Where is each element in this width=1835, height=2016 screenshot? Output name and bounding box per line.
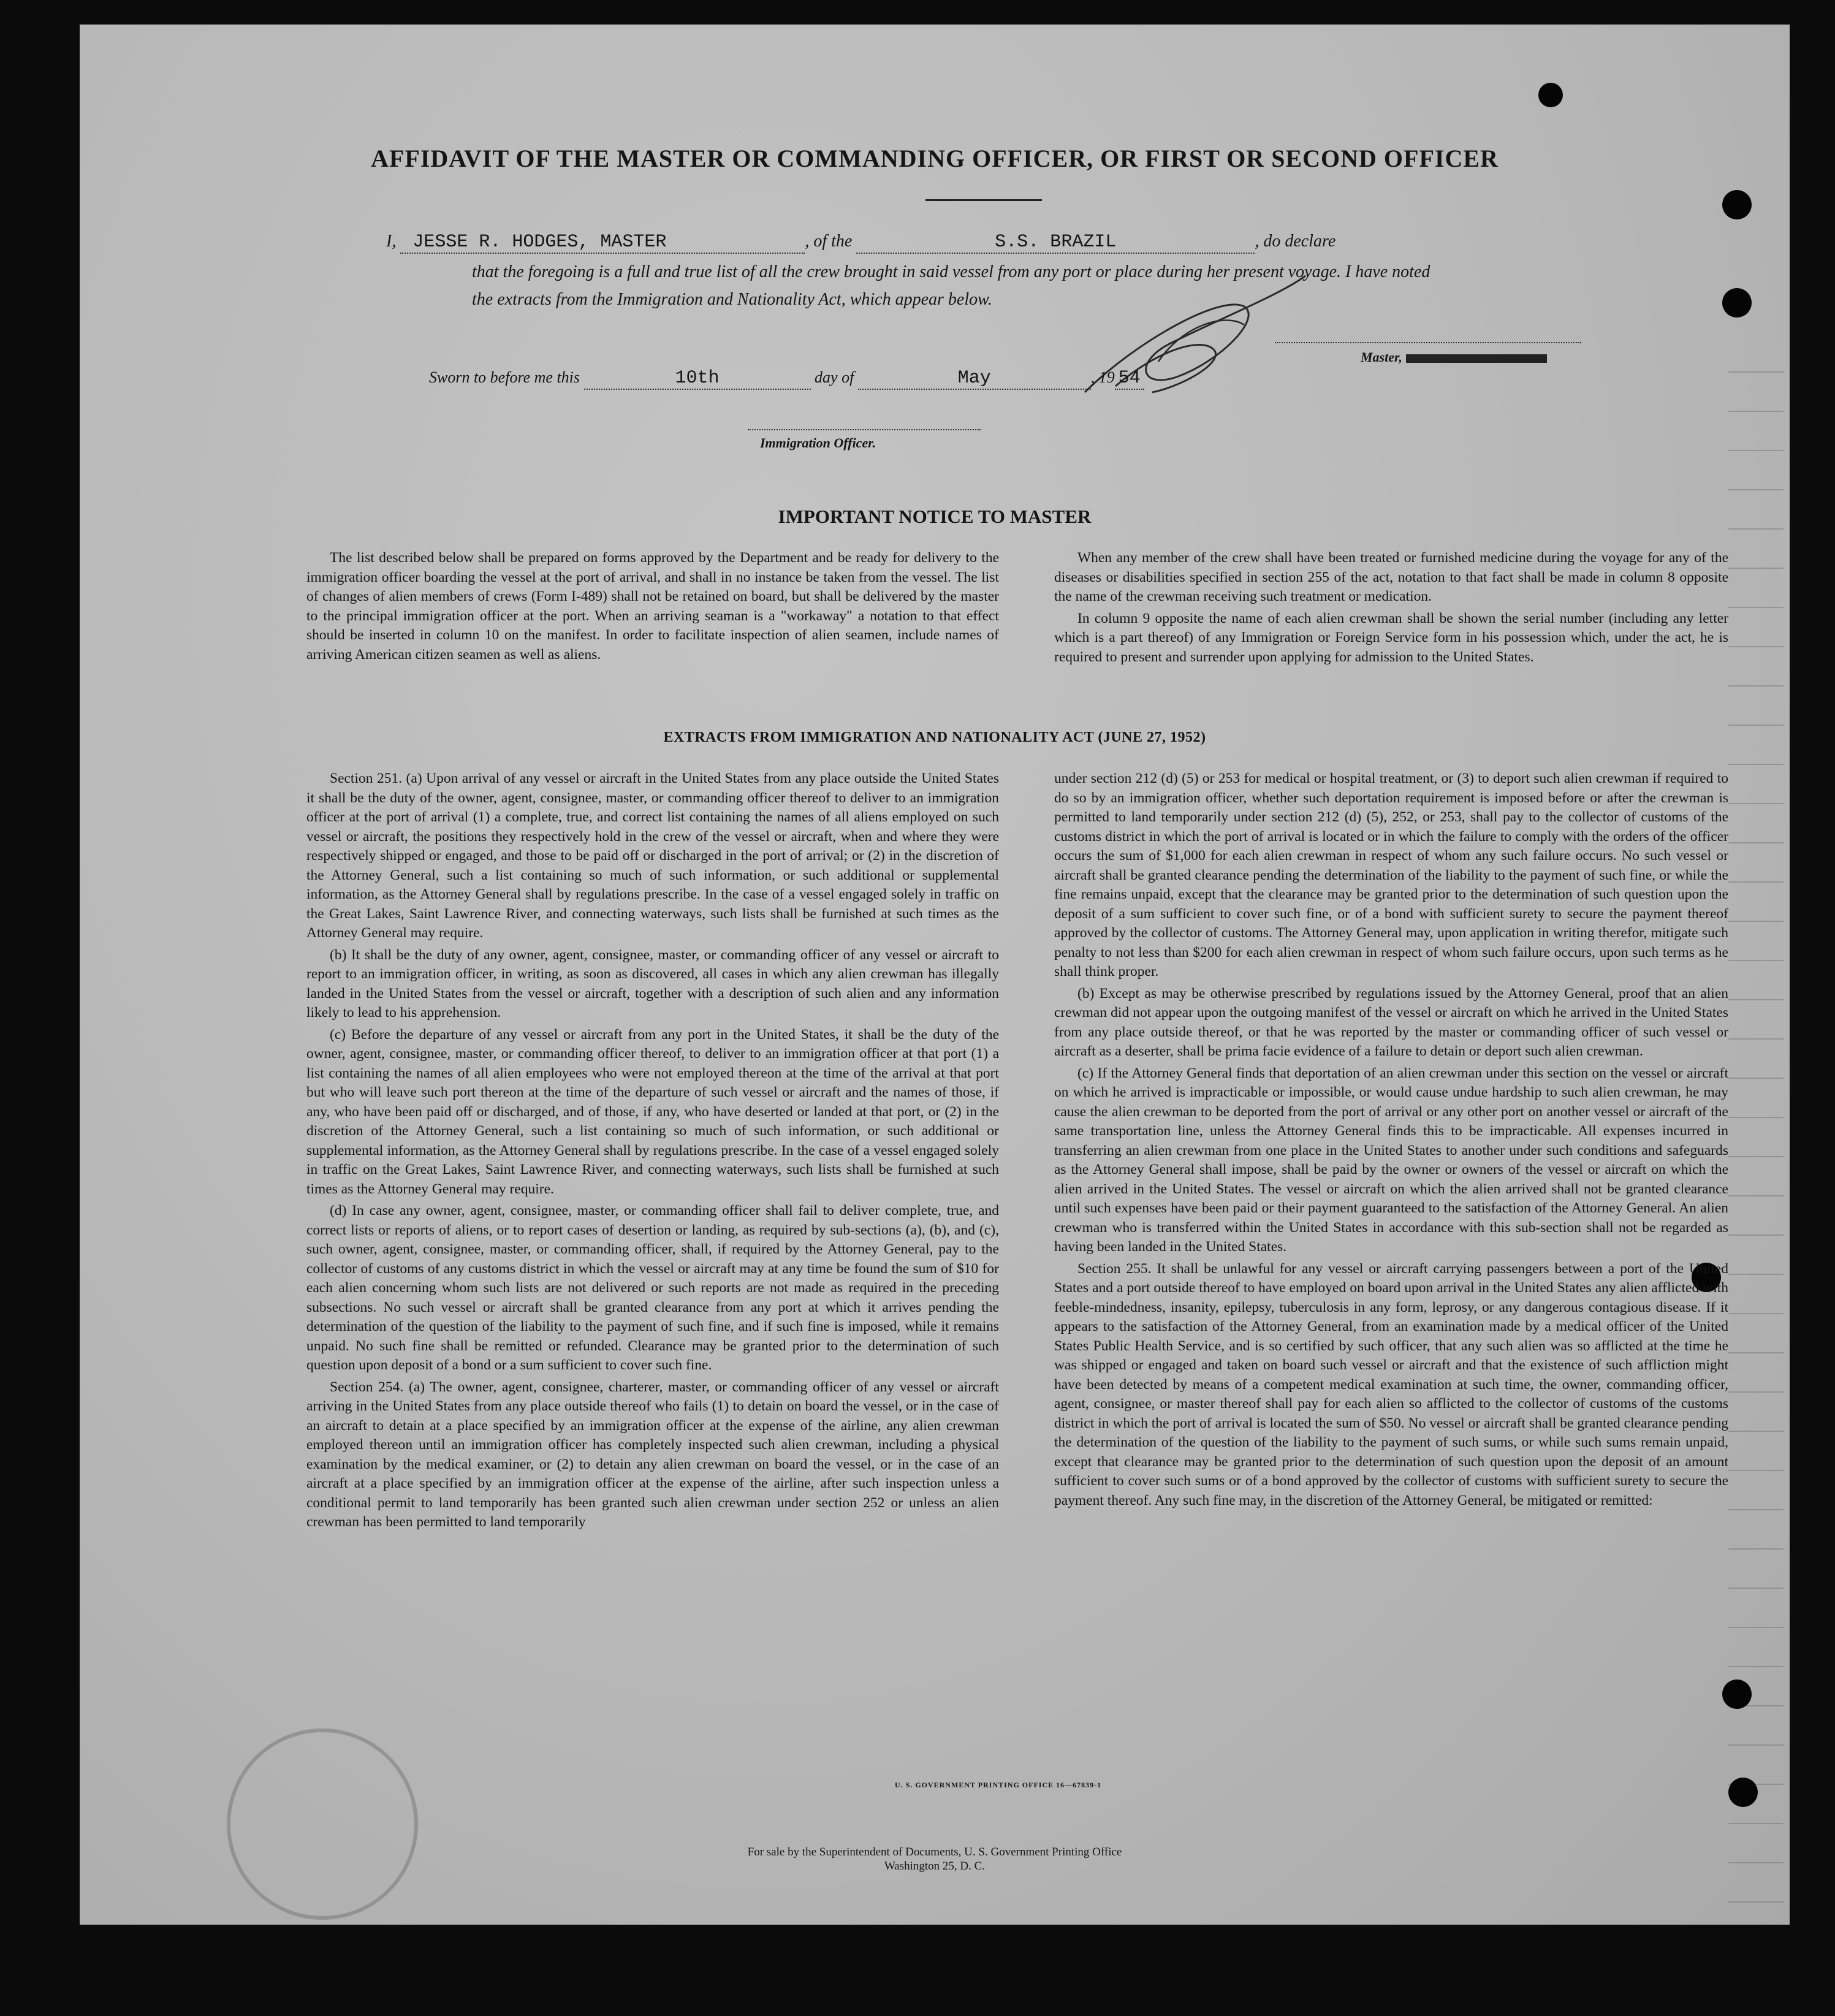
notice-paragraph: The list described below shall be prepared on forms approved by the Department and be ready for delivery to the immigration officer boarding the vessel at the port of arrival, and shall in no instance be taken from the vessel. The list of changes of alien members of crews (Form I-489) shall not be retained on board, but shall be delivered by the master to the principal immigration officer at the port. When an arriving seaman is a "workaway" a notation to that effect should be inserted in column 10 on the manifest. In order to facilitate inspection of alien seamen, include names of arriving American citizen seamen as well as aliens. — [306, 550, 999, 663]
extract-paragraph: (b) Except as may be otherwise prescribed by regulations issued by the Attorney General, proof that an alien crewman did not appear upon the outgoing manifest of the vessel or aircraft on which he arrived in the United States from any place outside thereof, or that he was reported by the master or commanding officer of such vessel or aircraft as a deserter, shall be prima facie evidence of a failure to detain or deport such alien crewman. — [1054, 985, 1728, 1059]
extract-paragraph: Section 251. (a) Upon arrival of any vessel or aircraft in the United States from any place outside the United States it shall be the duty of the owner, agent, consignee, master, or commanding officer thereof to deliver to an immigration officer at the port of arrival (1) a complete, true, and correct list containing the names of all aliens employed on such vessel or aircraft, the positions they respectively hold in the crew of the vessel or aircraft, when and where they were respectively shipped or engaged, and those to be paid off or discharged in the port of arrival; or (2) in the discretion of the Attorney General, such a list containing so much of such information, or such additional or supplemental information, as the Attorney General shall by regulations prescribe. In the case of a vessel engaged solely in traffic on the Great Lakes, Saint Lawrence River, and connecting waterways, such lists shall be furnished at such times as the Attorney General may require. — [306, 770, 999, 941]
punch-hole-icon — [1722, 1679, 1752, 1709]
master-signature-line — [1275, 342, 1581, 343]
pronoun: I, — [386, 232, 397, 251]
gpo-imprint: U. S. GOVERNMENT PRINTING OFFICE 16—67839-1 — [895, 1781, 1102, 1789]
sale-notice — [80, 1845, 1790, 1873]
extract-paragraph: (d) In case any owner, agent, consignee, master, or commanding officer shall fail to deliver complete, true, and correct lists or reports of aliens, or to report cases of desertion or landing, as required by sub-sections (a), (b), and (c), such owner, agent, consignee, master, or commanding officer, shall, if required by the Attorney General, pay to the collector of customs of any customs district in which the vessel or aircraft may at any time be found the sum of $10 for each alien concerning whom such lists are not delivered or such reports are not made as required in the preceding subsections. No such vessel or aircraft shall be granted clearance from any port at which it arrives pending the determination of the question of the liability to the payment of such fine, and if such fine is imposed, while it remains unpaid. No such fine shall be remitted or refunded. Clearance may be granted prior to the determination of such question upon deposit of a bond or a sum sufficient to cover such fine. — [306, 1203, 999, 1373]
vessel-name-field: S.S. BRAZIL — [856, 232, 1255, 254]
of-the-label: , of the — [805, 232, 853, 251]
notice-title: IMPORTANT NOTICE TO MASTER — [778, 506, 1092, 527]
notice-paragraph: When any member of the crew shall have been treated or furnished medicine during the voyage for any of the diseases or disabilities specified in section 255 of the act, notation to that fact shall be made in column 8 opposite the name of the crewman receiving such treatment or medication. — [1054, 550, 1728, 604]
form-page — [80, 25, 1790, 1925]
notice-right-column — [1054, 549, 1728, 669]
extracts-title: EXTRACTS FROM IMMIGRATION AND NATIONALITY ACT (JUNE 27, 1952) — [663, 729, 1206, 745]
extract-paragraph: (c) If the Attorney General finds that deportation of an alien crewman under this section on the vessel or aircraft on which he arrived is impracticable or impossible, or would cause undue hardship to such alien crewman, he may cause the alien crewman to be deported from the port of arrival or any other port on another vessel or aircraft of the same transportation line, unless the Attorney General finds this to be impracticable. All expenses incurred in transferring an alien crewman from one place in the United States to another under such conditions and safeguards as the Attorney General shall impose, shall be paid by the owner or owners of the vessel or aircraft on which the alien arrived in the United States. The vessel or aircraft on which the alien arrived shall not be granted clearance until such expenses have been paid or their payment guaranteed to the satisfaction of the Attorney General. An alien crewman who is transferred within the United States in accordance with this sub-section shall not be regarded as having been landed in the United States. — [1054, 1065, 1728, 1255]
sworn-line — [429, 368, 1144, 390]
sworn-day-field: 10th — [584, 368, 811, 390]
extract-paragraph: (b) It shall be the duty of any owner, agent, consignee, master, or commanding officer of any vessel or aircraft to report to an immigration officer, in writing, as soon as discovered, all cases in which any alien crewman has illegally landed in the United States from the vessel or aircraft, together with a description of such alien and any information likely to lead to his apprehension. — [306, 946, 999, 1021]
struck-out-text — [1406, 354, 1547, 363]
declaration-line-1 — [386, 232, 1335, 254]
do-declare-label: , do declare — [1255, 232, 1336, 251]
punch-hole-icon — [1722, 288, 1752, 318]
sale-line-1: For sale by the Superintendent of Documents, U. S. Government Printing Office — [747, 1846, 1122, 1858]
declaration-line-3: the extracts from the Immigration and Nationality Act, which appear below. — [472, 290, 992, 309]
notice-left-column — [306, 549, 999, 667]
extract-paragraph: Section 254. (a) The owner, agent, consignee, charterer, master, or commanding officer of any vessel or aircraft arriving in the United States from any place outside thereof who fails (1) to detain on board the vessel, or in the case of an aircraft to detain at a place specified by an immigration officer at the expense of the airline, any alien crewman employed thereon until an immigration officer has completely inspected such alien crewman, including a physical examination by the medical examiner, or (2) to detain any alien crewman on board the vessel, or in the case of an aircraft at a place specified by an immigration officer at the expense of the airline, after such inspection unless a conditional permit to land temporarily has been granted such alien crewman under section 252 or unless an alien crewman has been permitted to land temporarily — [306, 1379, 999, 1530]
immigration-officer-label: Immigration Officer. — [760, 435, 876, 451]
master-label — [1361, 349, 1547, 365]
sworn-prefix: Sworn to before me this — [429, 368, 580, 386]
extract-paragraph: under section 212 (d) (5) or 253 for medical or hospital treatment, or (3) to deport such alien crewman if required to do so by an immigration officer, whether such deportation requirement is imposed before or after the crewman is permitted to land temporarily under section 212 (d) (5), 252, or 253, shall pay to the collector of customs of the customs district in which the port of arrival is located or in which the failure to comply with the orders of the officer occurs the sum of $1,000 for each alien crewman in respect of whom any such failure occurs. No such vessel or aircraft shall be granted clearance pending the determination of the liability to the payment of such fine, or while the fine remains unpaid, except that the clearance may be granted prior to the determination of such question upon the deposit of a sum sufficient to cover such fine, or of a bond with sufficient surety to secure the payment thereof approved by the collector of customs. The Attorney General may, upon application in writing therefor, mitigate such penalty to not less than $200 for each alien crewman in respect of whom such failure occurs, upon such terms as he shall think proper. — [1054, 770, 1728, 979]
extracts-left-column — [306, 769, 999, 1535]
declaration-line-2: that the foregoing is a full and true list of all the crew brought in said vessel from any port or place during her present voyage. I have noted — [472, 262, 1430, 281]
extract-paragraph: (c) Before the departure of any vessel or aircraft from any port in the United States, it shall be the duty of the owner, agent, consignee, master, or commanding officer thereof, to deliver to an immigration officer at that port (1) a list containing the names of all alien employees who were not employed thereon at the time of the arrival at that port but who will leave such port thereon at the time of the departure of such vessel or aircraft and the names of those, if any, who have been paid off or discharged, and of those, if any, who have deserted or landed at that port, or (2) in the discretion of the Attorney General, such a list containing so much of such information, or such additional or supplemental information, as the Attorney General shall by regulations prescribe. In the case of a vessel engaged solely in traffic on the Great Lakes, Saint Lawrence River, and connecting waterways, such lists shall be furnished at such times as the Attorney General may require. — [306, 1026, 999, 1197]
sworn-month-field: May — [858, 368, 1091, 390]
sale-line-2: Washington 25, D. C. — [884, 1860, 986, 1873]
extract-paragraph: Section 255. It shall be unlawful for any vessel or aircraft carrying passengers between a port of the United States and a port outside thereof to have employed on board upon arrival in the United States any alien afflicted with feeble-mindedness, insanity, epilepsy, tuberculosis in any form, leprosy, or any dangerous contagious disease. If it appears to the satisfaction of the Attorney General, from an examination made by a medical officer of the United States Public Health Service, and is so certified by such officer, that any such alien was so afflicted at the time he was shipped or engaged and taken on board such vessel or aircraft and that the existence of such affliction might have been detected by means of a competent medical examination at such time, the owner, commanding officer, agent, consignee, or master thereof shall pay for each alien so afflicted to the collector of customs of the customs district in which the port of arrival is located the sum of $50. No vessel or aircraft shall be granted clearance pending the determination of the question of the liability to the payment of such sums, or while such sums remain unpaid, except that clearance may be granted prior to the determination of such question upon the deposit of an amount sufficient to cover such sums or of a bond approved by the collector of customs with sufficient surety to secure the payment thereof. Any such fine may, in the discretion of the Attorney General, be mitigated or remitted: — [1054, 1260, 1728, 1508]
punch-hole-icon — [1728, 1778, 1758, 1807]
punch-hole-icon — [1538, 83, 1563, 107]
immigration-officer-line — [748, 429, 981, 430]
punch-hole-icon — [1722, 190, 1752, 219]
day-of-label: day of — [815, 368, 854, 386]
affidavit-title: AFFIDAVIT OF THE MASTER OR COMMANDING OFFICER, OR FIRST OR SECOND OFFICER — [371, 145, 1499, 172]
sworn-year-field: 54 — [1115, 368, 1144, 390]
extracts-right-column — [1054, 769, 1728, 1513]
master-label-text: Master, — [1361, 349, 1402, 365]
faded-stamp-icon — [227, 1729, 418, 1920]
notice-paragraph: In column 9 opposite the name of each alien crewman shall be shown the serial number (including any letter which is a part thereof) of any Immigration or Foreign Service form in his possession which, under the act, he is required to present and surrender upon applying for admission to the United States. — [1054, 610, 1728, 665]
year-prefix: , 19 — [1090, 368, 1115, 386]
master-name-field: JESSE R. HODGES, MASTER — [400, 232, 805, 254]
title-rule — [925, 199, 1042, 201]
